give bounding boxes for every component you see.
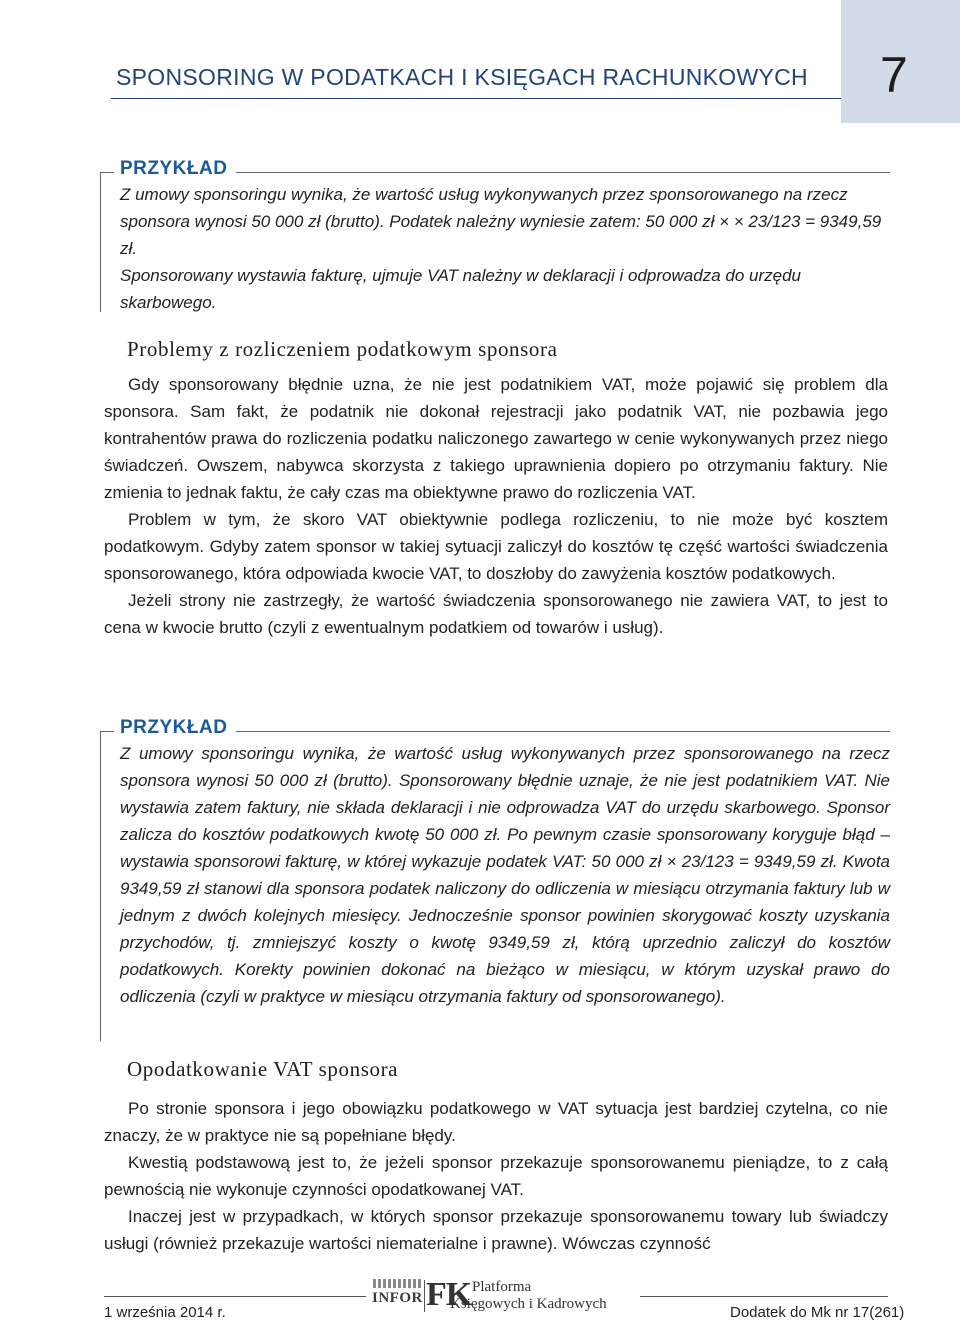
footer-rule-right bbox=[640, 1296, 888, 1297]
example-bracket bbox=[100, 731, 114, 732]
body-paragraph: Gdy sponsorowany błędnie uzna, że nie jest podatnikiem VAT, może pojawić się problem dla sponsora. Sam fakt, że podatnik nie dokonał rejestracji jako podatnik VAT, nie pozbawia jego kontrahentów prawa do rozliczenia podatku naliczonego zawartego w cenie wykonywanych przez niego świadczeń. Owszem, nabywca skorzysta z takiego uprawnienia dopiero po otrzymaniu faktury. Nie zmienia to jednak faktu, że cały czas ma obiektywne prawo do rozliczenia VAT. bbox=[104, 375, 888, 502]
example-box-1 bbox=[100, 158, 890, 318]
logo-line-1: Platforma bbox=[472, 1279, 532, 1295]
body-paragraph: Jeżeli strony nie zastrzegły, że wartość świadczenia sponsorowanego nie zawiera VAT, to jest to cena w kwocie brutto (czyli z ewentualnym podatkiem od towarów i usług). bbox=[104, 591, 888, 637]
footer-issue: Dodatek do Mk nr 17(261) bbox=[730, 1304, 905, 1321]
example-box-2 bbox=[100, 717, 890, 1037]
example-rule bbox=[236, 731, 890, 732]
body-paragraph: Inaczej jest w przypadkach, w których sponsor przekazuje sponsorowanemu towary lub świadczy usługi (również przekazuje wartości niematerialne i prawne). Wówczas czynność bbox=[104, 1207, 888, 1253]
logo-fk: FK bbox=[426, 1276, 472, 1313]
body-paragraph: Kwestią podstawową jest to, że jeżeli sponsor przekazuje sponsorowanemu pieniądze, to z całą pewnością nie wykonuje czynności opodatkowanej VAT. bbox=[104, 1153, 888, 1199]
page-number: 7 bbox=[880, 47, 908, 103]
example-paragraph: Z umowy sponsoringu wynika, że wartość usług wykonywanych przez sponsorowanego na rzecz sponsora wynosi 50 000 zł (brutto). Podatek należny wyniesie zatem: 50 000 zł × × 23/123 = 9349,59 zł. bbox=[120, 185, 882, 258]
section-body bbox=[104, 1095, 888, 1257]
example-bracket bbox=[100, 172, 114, 173]
section-body bbox=[104, 371, 888, 641]
body-paragraph: Problem w tym, że skoro VAT obiektywnie podlega rozliczeniu, to nie może być kosztem podatkowym. Gdyby zatem sponsor w takiej sytuacji zaliczył do kosztów tę część wartości świadczenia sponsorowanego, która odpowiada kwocie VAT, to doszłoby do zawyżenia kosztów podatkowych. bbox=[104, 510, 888, 583]
logo-stripes bbox=[373, 1279, 421, 1288]
logo-infor: INFOR bbox=[372, 1290, 423, 1306]
example-label: PRZYKŁAD bbox=[120, 717, 228, 738]
example-bracket-left bbox=[100, 731, 101, 1041]
example-text bbox=[120, 740, 890, 1010]
body-paragraph: Po stronie sponsora i jego obowiązku podatkowego w VAT sytuacja jest bardziej czytelna, co nie znaczy, że w praktyce nie są popełniane błędy. bbox=[104, 1099, 888, 1145]
header-rule bbox=[111, 98, 841, 99]
publisher-logo bbox=[372, 1276, 636, 1316]
section-heading: Opodatkowanie VAT sponsora bbox=[127, 1057, 399, 1081]
running-title: SPONSORING W PODATKACH I KSIĘGACH RACHUNKOWYCH bbox=[116, 64, 808, 90]
example-paragraph: Sponsorowany wystawia fakturę, ujmuje VAT należny w deklaracji i odprowadza do urzędu skarbowego. bbox=[120, 266, 801, 312]
footer-date: 1 września 2014 r. bbox=[104, 1304, 226, 1321]
example-bracket-left bbox=[100, 172, 101, 312]
footer-rule-left bbox=[104, 1296, 366, 1297]
example-paragraph: Z umowy sponsoringu wynika, że wartość usług wykonywanych przez sponsorowanego na rzecz sponsora wynosi 50 000 zł (brutto). Sponsorowany błędnie uznaje, że nie jest podatnikiem VAT. Nie wystawia zatem faktury, nie składa deklaracji i nie odprowadza VAT do urzędu skarbowego. Sponsor zalicza do kosztów podatkowych kwotę 50 000 zł. Po pewnym czasie sponsorowany koryguje błąd – wystawia sponsorowi fakturę, w której wykazuje podatek VAT: 50 000 zł × 23/123 = 9349,59 zł. Kwota 9349,59 zł stanowi dla sponsora podatek naliczony do odliczenia w miesiącu otrzymania faktury lub w jednym z dwóch kolejnych miesięcy. Jednocześnie sponsor powinien skorygować koszty uzyskania przychodów, tj. zmniejszyć koszty o kwotę 9349,59 zł, którą uprzednio zaliczył do kosztów podatkowych. Korekty powinien dokonać na bieżąco w miesiącu, w którym uzyskał prawo do odliczenia (czyli w praktyce w miesiącu otrzymania faktury od sponsorowanego). bbox=[120, 744, 890, 1006]
section-heading: Problemy z rozliczeniem podatkowym sponsora bbox=[127, 337, 558, 361]
example-label: PRZYKŁAD bbox=[120, 158, 228, 179]
example-text bbox=[120, 181, 890, 316]
logo-line-2: Księgowych i Kadrowych bbox=[450, 1296, 607, 1312]
example-rule bbox=[236, 172, 890, 173]
logo-separator bbox=[424, 1280, 425, 1312]
